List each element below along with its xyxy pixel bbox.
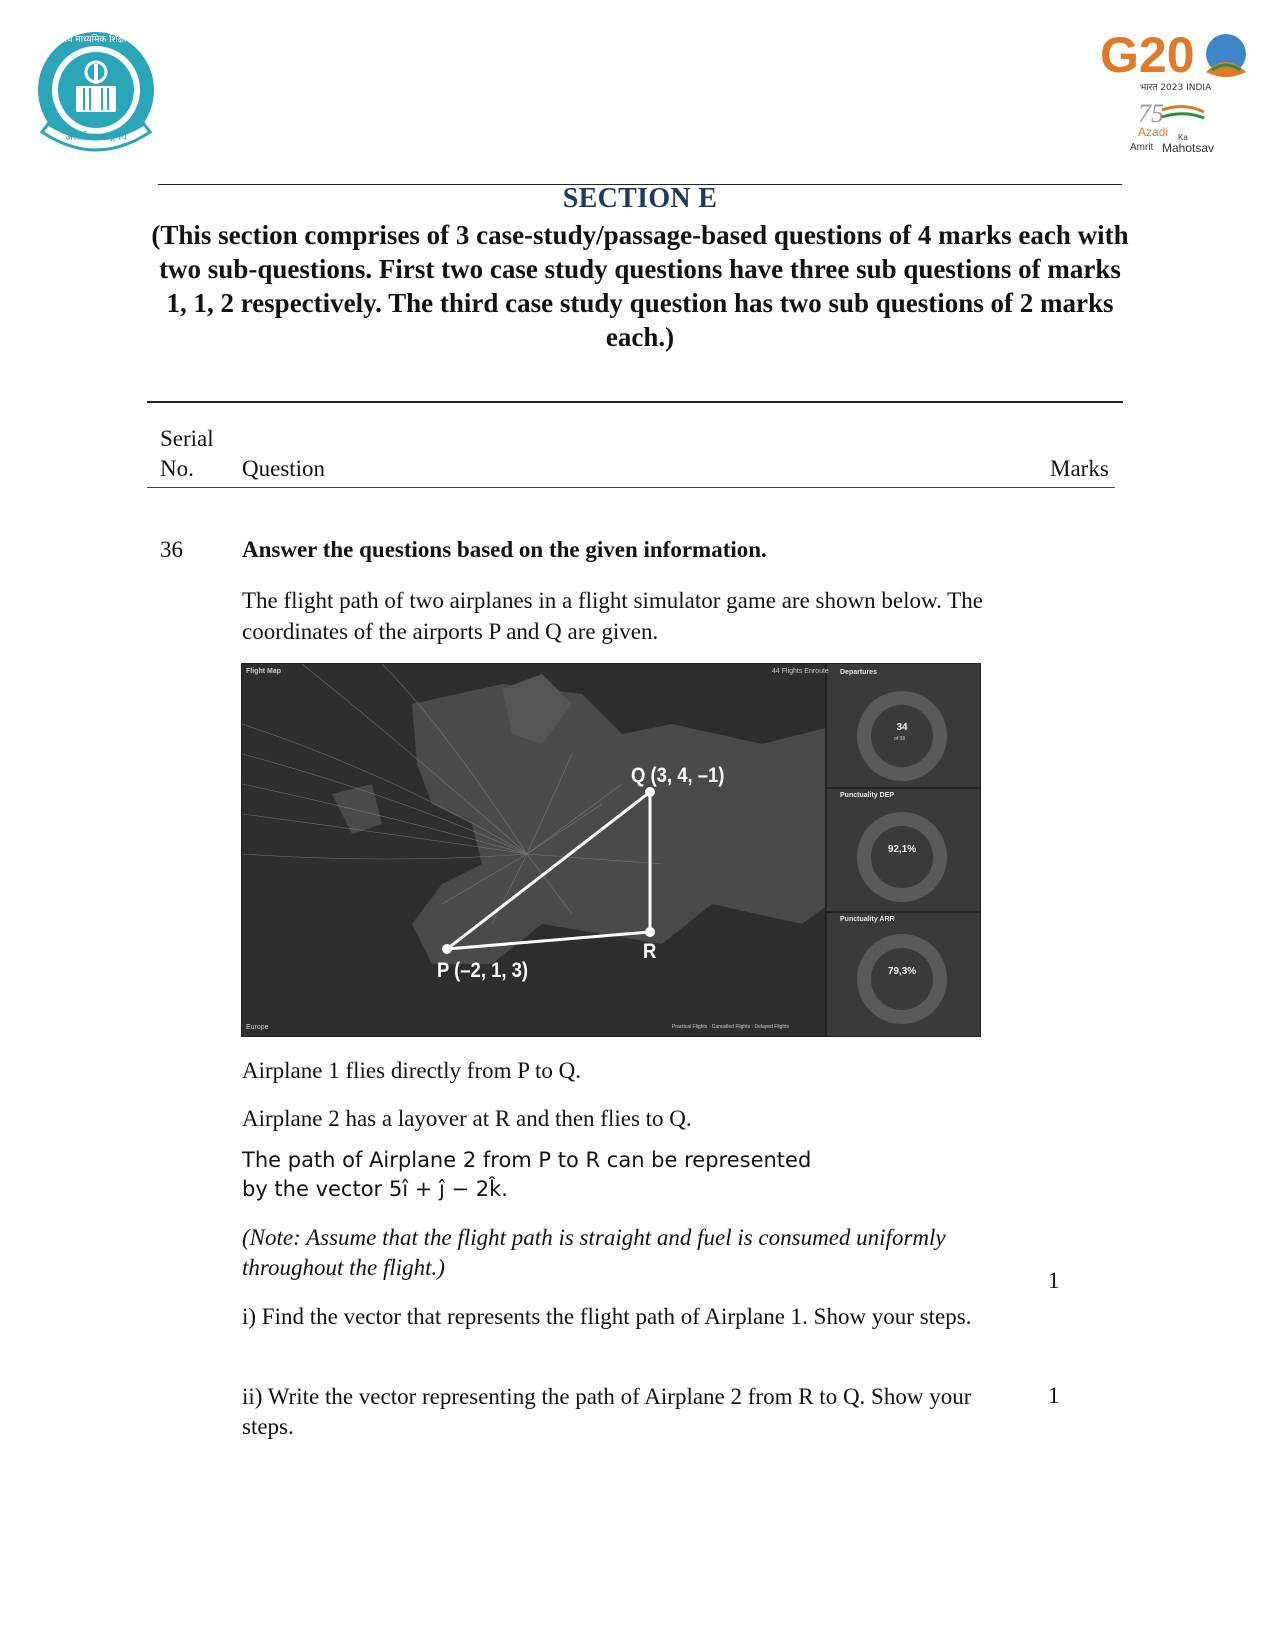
cbse-motto: असतो मा सद्गमय xyxy=(65,132,127,143)
cbse-country: भारत xyxy=(86,118,106,129)
note-text: (Note: Assume that the flight path is straight and fuel is consumed uniformly throughout the flight.) xyxy=(242,1225,946,1280)
section-title: SECTION E xyxy=(562,183,718,214)
point-q-label: Q (3, 4, –1) xyxy=(631,764,725,787)
map-footer-legend: Practical Flights · Cancelled Flights · Delayed Flights xyxy=(672,1024,789,1030)
point-p-label: P (–2, 1, 3) xyxy=(437,959,529,982)
sub-question-2-marks: 1 xyxy=(1048,1383,1060,1408)
airplane-1-text: Airplane 1 flies directly from P to Q. xyxy=(242,1058,581,1083)
question-number: 36 xyxy=(160,537,183,562)
departures-value: 34 xyxy=(896,722,908,733)
column-serial-header: Serial No. xyxy=(160,426,214,481)
azadi-mahotsav: Mahotsav xyxy=(1162,141,1215,155)
punctuality-arr-title: Punctuality ARR xyxy=(840,916,895,923)
map-title: Flight Map xyxy=(246,668,281,675)
column-question-header: Question xyxy=(242,456,326,481)
column-marks-header: Marks xyxy=(1050,456,1109,481)
question-intro: The flight path of two airplanes in a flight simulator game are shown below. The coordinates of the airports P and Q are given. xyxy=(242,588,983,644)
punctuality-dep-title: Punctuality DEP xyxy=(840,792,895,799)
cbse-name: केन्द्रीय माध्यमिक शिक्षा बोर्ड xyxy=(50,35,142,45)
flights-enroute: 44 Flights Enroute xyxy=(772,668,829,675)
section-description: (This section comprises of 3 case-study/passage-based questions of 4 marks each with two sub-questions. First two case study questions have three sub questions of marks 1, 1, 2 respectively. The third case study question has two sub questions of 2 marks each.) xyxy=(151,220,1129,352)
punctuality-arr-value: 79,3% xyxy=(887,966,917,977)
g20-sub: भारत 2023 INDIA xyxy=(1140,83,1212,93)
point-p-marker xyxy=(442,944,452,954)
region-label: Europe xyxy=(246,1024,269,1031)
sub-question-1-marks: 1 xyxy=(1048,1268,1060,1293)
point-r-label: R xyxy=(643,940,657,963)
cbse-logo xyxy=(32,28,160,168)
table-header-divider xyxy=(147,487,1115,488)
azadi-amrit: Amrit xyxy=(1130,142,1154,153)
point-q-marker xyxy=(645,787,655,797)
sub-question-2: ii) Write the vector representing the path of Airplane 2 from R to Q. Show your steps. xyxy=(242,1384,972,1439)
header-divider xyxy=(147,401,1123,403)
punctuality-dep-value: 92,1% xyxy=(887,844,917,855)
flight-map-figure xyxy=(241,663,981,1037)
azadi-text: Azadi xyxy=(1138,125,1169,139)
departures-sub: of 98 xyxy=(894,736,906,742)
vector-statement-line-1: The path of Airplane 2 from P to R can be represented xyxy=(242,1148,812,1172)
departures-title: Departures xyxy=(840,669,877,676)
g20-text: G20 xyxy=(1100,27,1195,83)
point-r-marker xyxy=(645,927,655,937)
airplane-2-text: Airplane 2 has a layover at R and then flies to Q. xyxy=(242,1106,692,1131)
g20-azadi-logo xyxy=(1100,22,1250,162)
azadi-ka: Ka xyxy=(1178,133,1188,142)
sub-question-1: i) Find the vector that represents the flight path of Airplane 1. Show your steps. xyxy=(242,1304,972,1329)
question-heading: Answer the questions based on the given information. xyxy=(242,537,767,562)
flight-map-canvas xyxy=(242,664,980,1036)
vector-statement-line-2: by the vector 5î + ĵ − 2k̂. xyxy=(242,1177,508,1201)
svg-text:75: 75 xyxy=(1138,99,1164,128)
